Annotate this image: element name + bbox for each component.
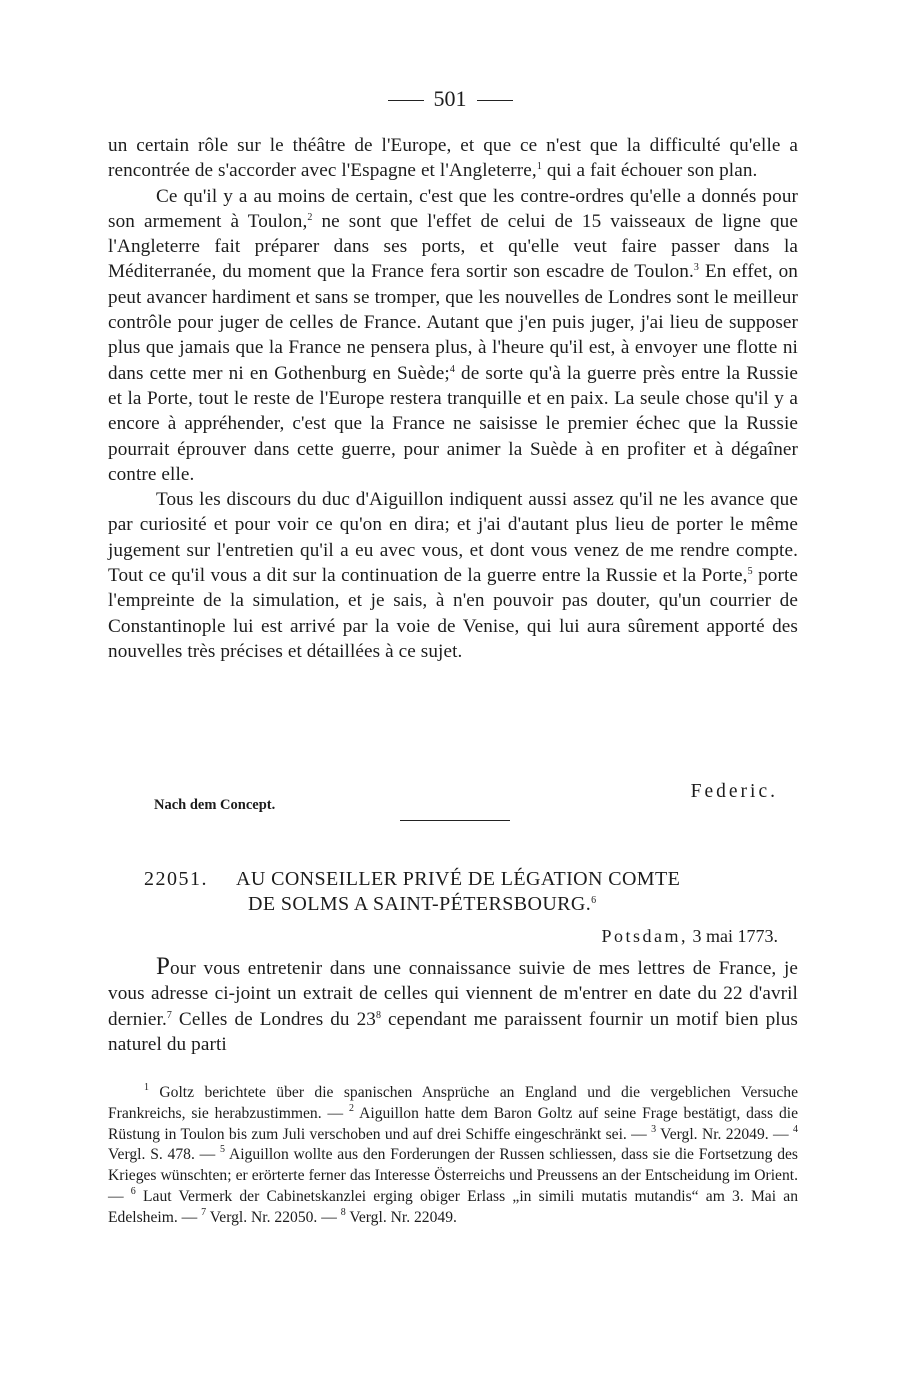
source-note: Nach dem Concept. — [154, 797, 276, 813]
footnotes — [108, 1083, 798, 1229]
paragraph: Ce qu'il y a au moins de certain, c'est que les contre-ordres qu'elle a donnés pour son armement à Toulon,$^2$ ne sont que l'effet de celui de 15 vaisseaux de ligne que l'Angleterre fait préparer dans ses ports, et qu'elle veut faire passer dans la Méditerranée, du moment que la France fera sortir son escadre de Toulon.$^3$ En effet, on peut avancer hardiment et sans se tromper, que les nouvelles de Londres sont le meilleur contrôle pour juger de celles de France. Autant que j'en puis juger, j'ai lieu de supposer plus que jamais que la France ne pensera plus, à l'heure qu'il est, à envoyer une flotte ni dans cette mer ni en Gothenburg en Suède;$^4$ de sorte qu'à la guerre près entre la Russie et la Porte, tout le reste de l'Europe restera tranquille et en paix. La seule chose qu'il y a encore à appréhender, c'est que la France ne saisisse le premier échec que la Russie pourrait éprouver dans cette guerre, pour animer la Suède à en profiter et à dégaîner contre elle. — [108, 185, 798, 485]
header-rule-left — [388, 100, 424, 101]
footnote-ref: 1 — [536, 161, 542, 173]
dateline — [601, 926, 778, 947]
footnote-ref: 8 — [375, 1009, 382, 1021]
initial-letter: P — [156, 953, 171, 980]
letter-title-line-2: DE SOLMS A SAINT-PÉTERSBOURG.$^6$ — [248, 893, 597, 915]
footnote-paragraph: $^1$ Goltz berichtete über die spanischen Ansprüche an England und die vergeblichen Versuche Frankreichs, sie herabzustimmen. — $^2$ Aiguillon hatte dem Baron Goltz auf seine Frage bestätigt, dass die Rüstung in Toulon bis zum Juli verschoben und auf drei Schiffe eingeschränkt sei. — $^3$ Vergl. Nr. 22049. — $^4$ Vergl. S. 478. — $^5$ Aiguillon wollte aus den Forderungen der Russen schliessen, dass sie die Fortsetzung des Krieges wünschten; er erörterte ferner das Interesse Österreichs und Preussens an der Entscheidung im Orient. — $^6$ Laut Vermerk der Cabinetskanzlei erging obiger Erlass „in simili mutatis mutandis“ am 3. Mai an Edelsheim. — $^7$ Vergl. Nr. 22050. — $^8$ Vergl. Nr. 22049. — [108, 1082, 798, 1226]
footnote-ref: 4 — [449, 363, 455, 375]
signature: Federic. — [690, 781, 778, 802]
footnote-ref: 5 — [747, 566, 753, 578]
section-divider — [400, 820, 510, 821]
letter-number: 22051. — [144, 868, 208, 890]
paragraph: un certain rôle sur le théâtre de l'Europe, et que ce n'est que la difficulté qu'elle a rencontrée de s'accorder avec l'Espagne et l'Angleterre,$^1$ qui a fait échouer son plan. — [108, 135, 798, 182]
date-place: Potsdam, — [601, 926, 688, 946]
footnote-ref: 6 — [591, 895, 597, 906]
paragraph: Pour vous entretenir dans une connaissance suivie de mes lettres de France, je vous adresse ci-joint un extrait de celles qui viennent de m'entrer en date du 22 d'avril dernier.$^7$ Celles de Londres du $23^8$ cependant me paraissent fournir un motif bien plus naturel du parti — [108, 953, 798, 1055]
footnote-ref: 2 — [307, 211, 313, 223]
page-header — [0, 86, 900, 112]
first-letter-text — [108, 133, 798, 664]
footnote-ref: 7 — [166, 1009, 172, 1021]
footnote-ref: 3 — [693, 262, 699, 274]
header-rule-right — [477, 100, 513, 101]
paragraph: Tous les discours du duc d'Aiguillon indiquent aussi assez qu'il ne les avance que par curiosité et pour voir ce qu'on en dira; et j'ai d'autant plus lieu de porter le même jugement sur l'entretien qu'il a eu avec vous, et dont vous venez de me rendre compte. Tout ce qu'il vous a dit sur la continuation de la guerre entre la Russie et la Porte,$^5$ porte l'empreinte de la simulation, et je sais, à n'en pouvoir pas douter, qu'un courrier de Constantinople lui est arrivé par la voie de Venise, qui lui aura sûrement apporté des nouvelles très précises et détaillées à ce sujet. — [108, 489, 798, 662]
letter-closing — [108, 781, 798, 821]
page-number: 501 — [433, 86, 467, 111]
letter-title-line-1: AU CONSEILLER PRIVÉ DE LÉGATION COMTE — [236, 868, 681, 890]
date-text: 3 mai 1773. — [688, 926, 778, 946]
second-letter-text — [108, 954, 798, 1057]
